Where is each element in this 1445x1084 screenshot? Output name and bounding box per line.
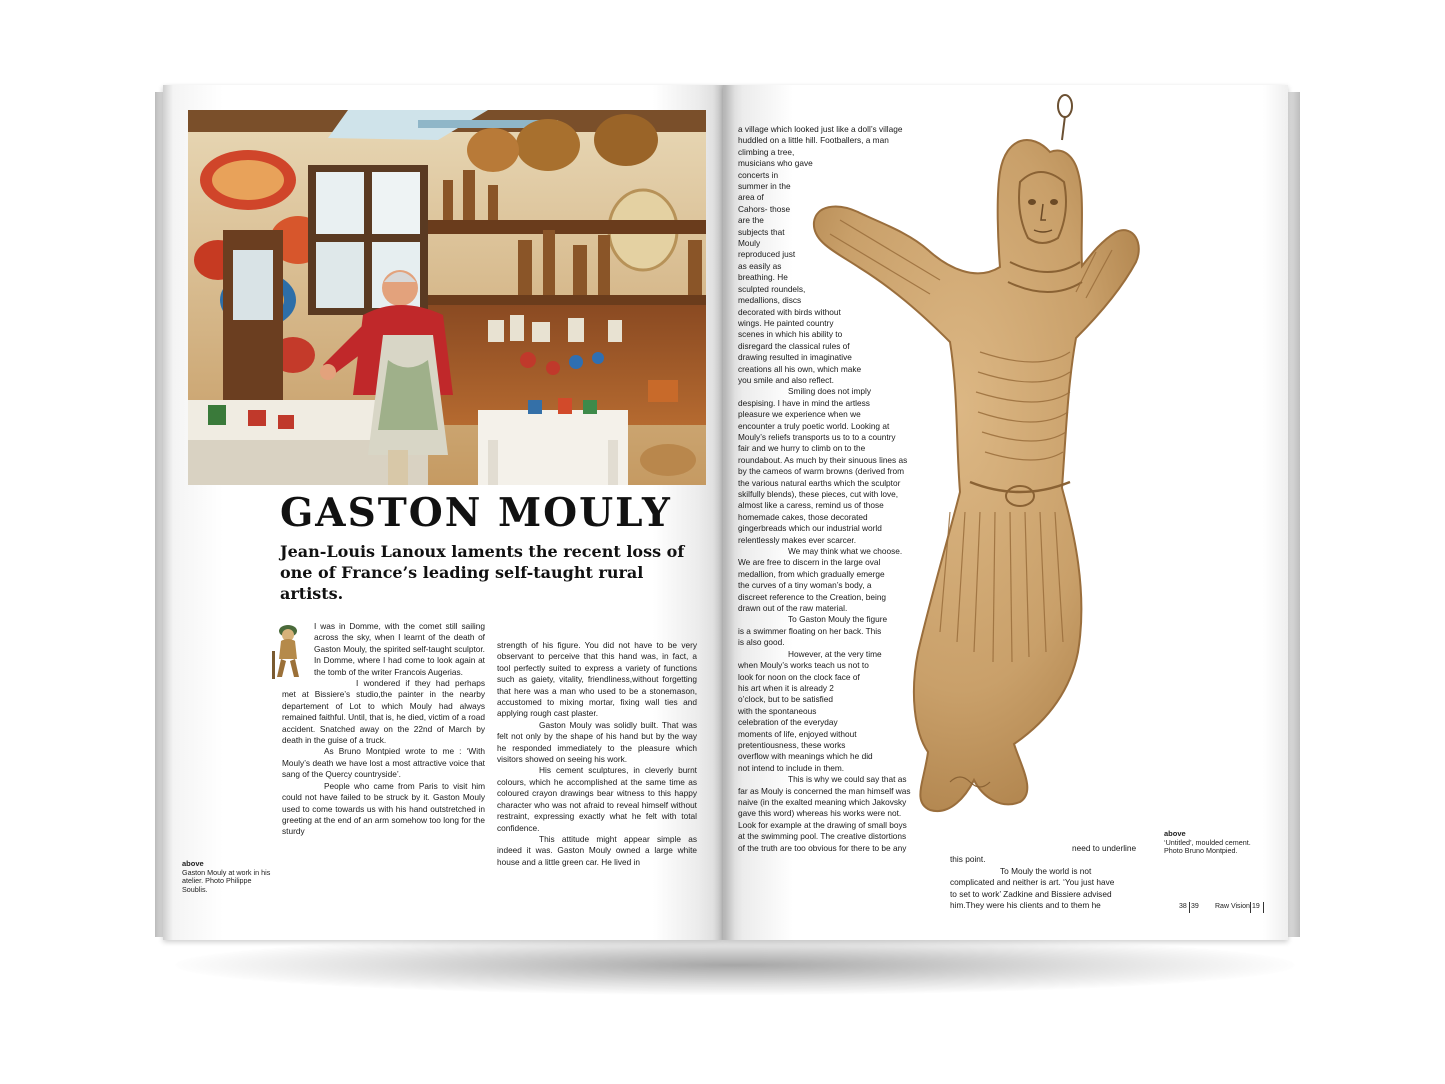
text-line: the curves of a tiny woman’s body, a [738, 580, 872, 591]
issue-number: 19 [1252, 903, 1260, 910]
text-line: overflow with meanings which he did [738, 751, 873, 762]
text-line: Cahors- those [738, 203, 791, 214]
paragraph: This attitude might appear simple as indeed it was. Gaston Mouly owned a large white house and a little green car. He lived in [497, 833, 697, 867]
text-line: summer in the [738, 181, 791, 192]
text-line: subjects that [738, 226, 785, 237]
text-line: Smiling does not imply [788, 386, 872, 397]
studio-photo [188, 110, 706, 485]
text-line: pleasure we experience when we [738, 409, 861, 420]
text-line: homemade cakes, those decorated [738, 511, 868, 522]
text-line: is also good. [738, 637, 785, 648]
folio-divider [1263, 902, 1264, 913]
text-line: concerts in [738, 169, 779, 180]
text-line: huddled on a little hill. Footballers, a man [738, 135, 889, 146]
text-line: complicated and neither is art. ‘You just have [950, 877, 1115, 888]
text-line: breathing. He [738, 272, 788, 283]
text-line: medallion, from which gradually emerge [738, 568, 885, 579]
text-line: a village which looked just like a doll’s village [738, 124, 903, 134]
text-line: drawn out of the raw material. [738, 603, 848, 614]
text-line: encounter a truly poetic world. Looking at [738, 420, 890, 431]
text-line: relentlessly makes ever scarcer. [738, 534, 857, 545]
text-line: To Gaston Mouly the figure [788, 614, 888, 625]
book-gutter [713, 85, 735, 940]
text-line: area of [738, 192, 764, 203]
text-line: Mouly [738, 238, 761, 249]
text-line: Look for example at the drawing of small boys [738, 819, 907, 830]
text-line: We may think what we choose. [788, 546, 903, 557]
paragraph: As Bruno Montpied wrote to me : ‘With Mouly’s death we have lost a most attractive voice that sang of the Quercy countryside’. [282, 746, 485, 780]
text-line: decorated with birds without [738, 306, 841, 317]
body-column-3 [738, 124, 943, 854]
text-line: roundabout. As much by their sinuous lines as [738, 454, 908, 465]
text-line: To Mouly the world is not [1000, 865, 1092, 876]
article-title: GASTON MOULY [280, 490, 672, 536]
text-line: We are free to discern in the large oval [738, 557, 881, 568]
caption-text: Gaston Mouly at work in his atelier. Photo Philippe Soublis. [182, 867, 271, 894]
paragraph: I wondered if they had perhaps met at Bissiere’s studio,the painter in the nearby departement of Lot to which Mouly had always remained faithful. Until, that is, he died, victim of a road accident. Snatched away on the 22nd of March by death in the guise of a truck. [282, 678, 485, 746]
text-line: him.They were his clients and to them he [950, 900, 1101, 911]
page-number-right: 39 [1191, 903, 1199, 910]
text-line: this point. [950, 854, 986, 865]
text-line: by the cameos of warm browns (derived from [738, 466, 904, 477]
text-line: the various natural earths which the sculptor [738, 477, 901, 488]
text-line: need to underline [1072, 843, 1137, 853]
text-line: when Mouly’s works teach us not to [738, 660, 869, 671]
text-line: disregard the classical rules of [738, 340, 850, 351]
text-line: are the [738, 215, 764, 226]
text-line: climbing a tree, [738, 146, 795, 157]
text-line: moments of life, enjoyed without [738, 728, 857, 739]
text-line: despising. I have in mind the artless [738, 397, 870, 408]
paragraph: I was in Domme, with the comet still sailing across the sky, when I learnt of the death of Gaston Mouly, the spirited self-taught sculptor. In Domme, where I had come to look again at the tomb of the writer Francois Augerias. [314, 621, 485, 677]
text-line: look for noon on the clock face of [738, 671, 860, 682]
magazine-name: Raw Vision [1215, 903, 1250, 910]
text-line: at the swimming pool. The creative distortions [738, 831, 907, 842]
caption-text: ‘Untitled’, moulded cement. Photo Bruno Montpied. [1164, 837, 1251, 856]
text-line: not intend to include in them. [738, 762, 845, 773]
text-line: skilfully blends), these pieces, cut with love, [738, 489, 899, 499]
photo-caption [182, 860, 272, 894]
text-line: This is why we could say that as [788, 774, 907, 785]
paragraph: Gaston Mouly was solidly built. That was felt not only by the shape of his hand but by the way he responded immediately to the pleasure which visitors showed on seeing his work. [497, 719, 697, 765]
text-line: of the truth are too obvious for there to be any [738, 842, 907, 853]
body-column-1 [282, 621, 485, 838]
text-line: drawing resulted in imaginative [738, 352, 852, 363]
text-line: wings. He painted country [738, 317, 834, 328]
text-line: pretentiousness, these works [738, 739, 846, 750]
paragraph: His cement sculptures, in cleverly burnt colours, which he accomplished at the same time as coloured crayon drawings bear witness to this happy character who was not afraid to reveal himself without restraint, expressing exactly what he felt with total confidence. [497, 765, 697, 833]
text-line: However, at the very time [788, 648, 882, 659]
text-line: gave this word) whereas his works were not. [738, 808, 902, 819]
text-line: as easily as [738, 260, 782, 271]
text-line: musicians who gave [738, 158, 813, 169]
page-number-left: 38 [1179, 903, 1187, 910]
text-line: almost like a caress, remind us of those [738, 500, 884, 511]
body-column-2 [497, 640, 697, 868]
book-shadow [175, 935, 1295, 995]
text-line: to set to work’ Zadkine and Bissiere advised [950, 888, 1112, 899]
paragraph: People who came from Paris to visit him could not have failed to be struck by it. Gaston Mouly used to come towards us with his hand outstretched in greeting at the end of an arm somehow too long for the sturdy [282, 780, 485, 837]
text-line: Mouly’s reliefs transports us to to a country [738, 431, 896, 442]
paragraph: strength of his figure. You did not have to be very observant to perceive that this hand was, in fact, a tool perfectly suited to express a variety of functions such as gaiety, vitality, friendliness,without forgetting that here was a man who used to be a stonemason, accustomed to mixing mortar, fixing wall ties and applying rough cast plaster. [497, 640, 697, 719]
body-column-4 [950, 843, 1140, 911]
text-line: his art when it is already 2 [738, 682, 834, 693]
small-sculpture-figure [268, 621, 310, 681]
text-line: gingerbreads which our industrial world [738, 523, 882, 534]
article-subtitle: Jean-Louis Lanoux laments the recent loss of one of France’s leading self-taught rural artists. [280, 542, 685, 603]
text-line: discreet reference to the Creation, being [738, 591, 887, 602]
text-line: fair and we hurry to climb on to the [738, 443, 866, 454]
text-line: far as Mouly is concerned the man himself was [738, 785, 911, 796]
text-line: sculpted roundels, [738, 283, 806, 294]
text-line: medallions, discs [738, 295, 802, 306]
text-line: is a swimmer floating on her back. This [738, 625, 882, 636]
text-line: scenes in which his ability to [738, 329, 843, 340]
figure-caption [1164, 830, 1269, 856]
text-line: you smile and also reflect. [738, 374, 834, 385]
text-line: with the spontaneous [738, 705, 817, 716]
text-line: naive (in the exalted meaning which Jakovsky [738, 796, 907, 807]
right-page-stack [1286, 92, 1300, 937]
folio-divider [1189, 902, 1190, 913]
folio-divider [1250, 902, 1251, 913]
text-line: creations all his own, which make [738, 363, 862, 374]
text-line: reproduced just [738, 249, 796, 260]
text-line: celebration of the everyday [738, 717, 838, 728]
caption-label: above [182, 859, 204, 868]
caption-label: above [1164, 829, 1186, 838]
text-line: o’clock, but to be satisfied [738, 694, 834, 705]
